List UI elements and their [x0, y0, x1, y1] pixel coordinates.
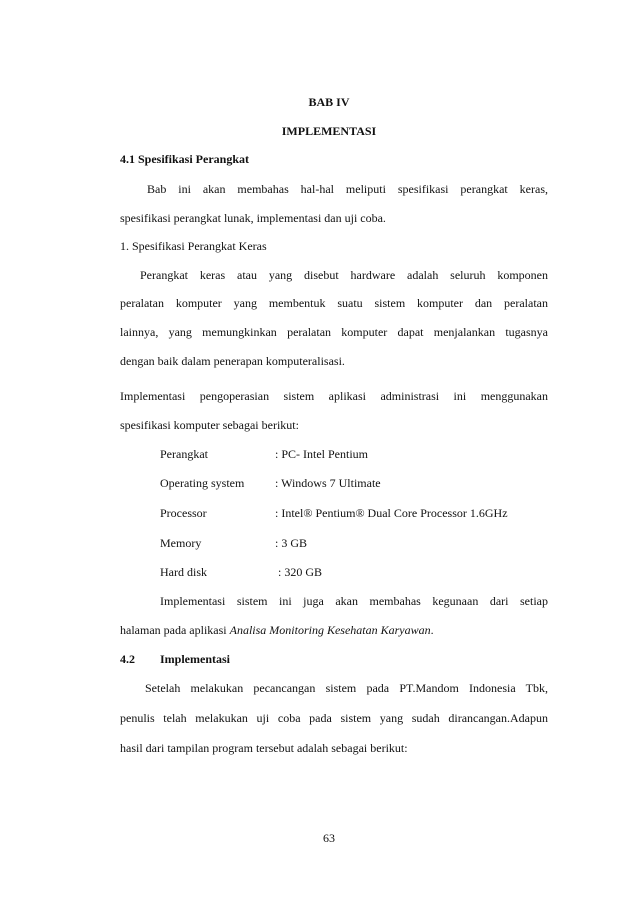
- chapter-label: BAB IV: [308, 95, 350, 109]
- usage-paragraph-line-2: [120, 624, 434, 636]
- application-name: Analisa Monitoring Kesehatan Karyawan: [229, 623, 431, 637]
- spec-value: : Windows 7 Ultimate: [275, 476, 381, 490]
- implementation-section-line-1: Setelah melakukan pecancangan sistem pada PT.Mandom Indonesia Tbk,: [145, 681, 548, 695]
- hardware-paragraph-line-1: Perangkat keras atau yang disebut hardware adalah seluruh komponen: [140, 268, 548, 282]
- implementation-paragraph-line-2: spesifikasi komputer sebagai berikut:: [120, 418, 299, 432]
- implementation-paragraph-line-1: Implementasi pengoperasian sistem aplikasi administrasi ini menggunakan: [120, 389, 548, 403]
- hardware-paragraph-line-3: lainnya, yang memungkinkan peralatan komputer dapat menjalankan tugasnya: [120, 325, 548, 339]
- section-4-1-heading: 4.1 Spesifikasi Perangkat: [120, 152, 250, 166]
- spec-label: Operating system: [160, 476, 245, 490]
- usage-text-prefix: halaman pada aplikasi: [120, 623, 230, 637]
- subsection-hardware-heading: 1. Spesifikasi Perangkat Keras: [120, 239, 267, 253]
- hardware-paragraph-line-4: dengan baik dalam penerapan komputeralisasi.: [120, 354, 345, 368]
- spec-value: : 320 GB: [275, 565, 323, 579]
- implementation-section-line-3: hasil dari tampilan program tersebut adalah sebagai berikut:: [120, 741, 408, 755]
- page-number: 63: [323, 831, 335, 845]
- spec-value: : PC- Intel Pentium: [275, 447, 368, 461]
- chapter-title: IMPLEMENTASI: [281, 124, 377, 138]
- spec-label: Hard disk: [160, 565, 207, 579]
- implementation-section-line-2: penulis telah melakukan uji coba pada sistem yang sudah dirancangan.Adapun: [120, 711, 548, 725]
- hardware-paragraph-line-2: peralatan komputer yang membentuk suatu sistem komputer dan peralatan: [120, 296, 548, 310]
- spec-value: : 3 GB: [275, 536, 308, 550]
- spec-value: : Intel® Pentium® Dual Core Processor 1.6GHz: [275, 506, 508, 520]
- section-4-2-number: 4.2: [120, 652, 135, 666]
- intro-line-2: spesifikasi perangkat lunak, implementasi dan uji coba.: [120, 211, 386, 225]
- usage-paragraph-line-1: Implementasi sistem ini juga akan membahas kegunaan dari setiap: [160, 594, 548, 608]
- spec-label: Processor: [160, 506, 207, 520]
- spec-label: Perangkat: [160, 447, 208, 461]
- intro-line-1: Bab ini akan membahas hal-hal meliputi spesifikasi perangkat keras,: [147, 182, 548, 196]
- usage-text-suffix: .: [430, 623, 434, 637]
- spec-label: Memory: [160, 536, 202, 550]
- section-4-2-title: Implementasi: [160, 652, 230, 666]
